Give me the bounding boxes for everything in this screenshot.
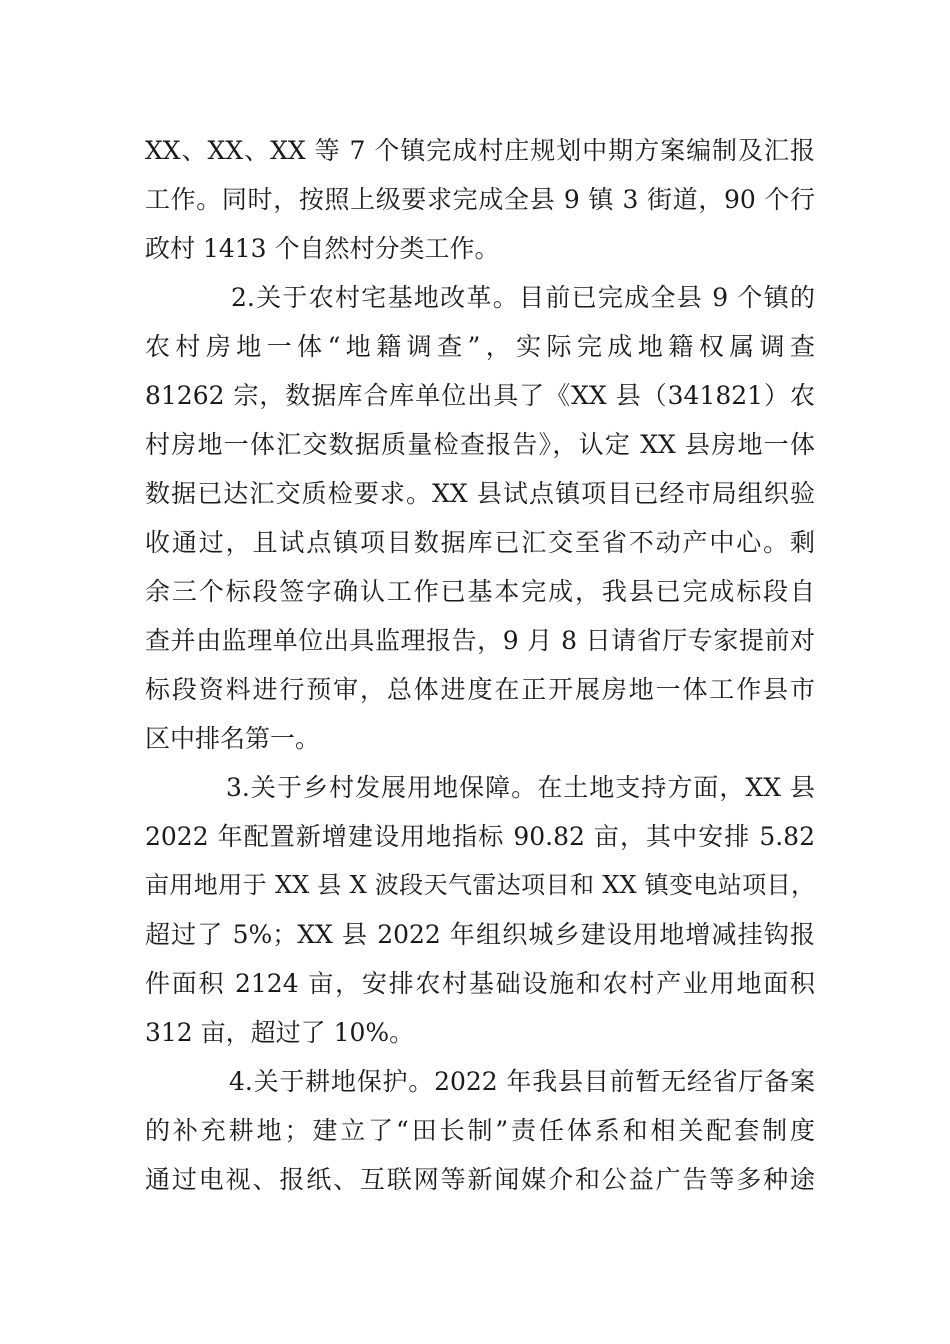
- paragraph-homestead-reform: [145, 273, 815, 763]
- paragraph-land-use-guarantee: [145, 763, 815, 1057]
- text-line: 3.关于乡村发展用地保障。在土地支持方面，XX 县: [226, 773, 815, 802]
- text-line: 数据已达汇交质检要求。XX 县试点镇项目已经市局组织验: [145, 479, 815, 508]
- text-line: 收通过，且试点镇项目数据库已汇交至省不动产中心。剩: [145, 528, 815, 557]
- text-line: 2.关于农村宅基地改革。目前已完成全县 9 个镇的: [231, 283, 815, 312]
- text-line: 亩用地用于 XX 县 X 波段天气雷达项目和 XX 镇变电站项目，: [145, 871, 815, 899]
- text-line: 件面积 2124 亩，安排农村基础设施和农村产业用地面积: [145, 969, 815, 998]
- paragraph-farmland-protection: [145, 1057, 815, 1204]
- text-line: 村房地一体汇交数据质量检查报告》，认定 XX 县房地一体: [145, 430, 815, 459]
- text-line: 标段资料进行预审，总体进度在正开展房地一体工作县市: [145, 675, 815, 704]
- text-line: 2022 年配置新增建设用地指标 90.82 亩，其中安排 5.82: [145, 822, 815, 851]
- text-line: 查并由监理单位出具监理报告，9 月 8 日请省厅专家提前对: [145, 626, 815, 655]
- text-line: 政村 1413 个自然村分类工作。: [145, 234, 500, 263]
- body-text: [145, 126, 815, 1204]
- text-line: 工作。同时，按照上级要求完成全县 9 镇 3 街道，90 个行: [145, 185, 815, 214]
- text-line: 通过电视、报纸、互联网等新闻媒介和公益广告等多种途: [145, 1165, 815, 1194]
- text-line: 超过了 5%；XX 县 2022 年组织城乡建设用地增减挂钩报: [145, 920, 815, 949]
- text-line: 的补充耕地；建立了“田长制”责任体系和相关配套制度: [145, 1116, 815, 1145]
- text-line: 余三个标段签字确认工作已基本完成，我县已完成标段自: [145, 577, 815, 606]
- text-line: 农村房地一体“地籍调查”，实际完成地籍权属调查: [145, 332, 815, 361]
- paragraph-village-planning: [145, 126, 815, 273]
- text-line: 4.关于耕地保护。2022 年我县目前暂无经省厅备案: [229, 1067, 815, 1096]
- text-line: XX、XX、XX 等 7 个镇完成村庄规划中期方案编制及汇报: [145, 136, 815, 165]
- text-line: 312 亩，超过了 10%。: [145, 1018, 415, 1047]
- text-line: 81262 宗，数据库合库单位出具了《XX 县（341821）农: [145, 381, 815, 410]
- text-line: 区中排名第一。: [145, 724, 321, 753]
